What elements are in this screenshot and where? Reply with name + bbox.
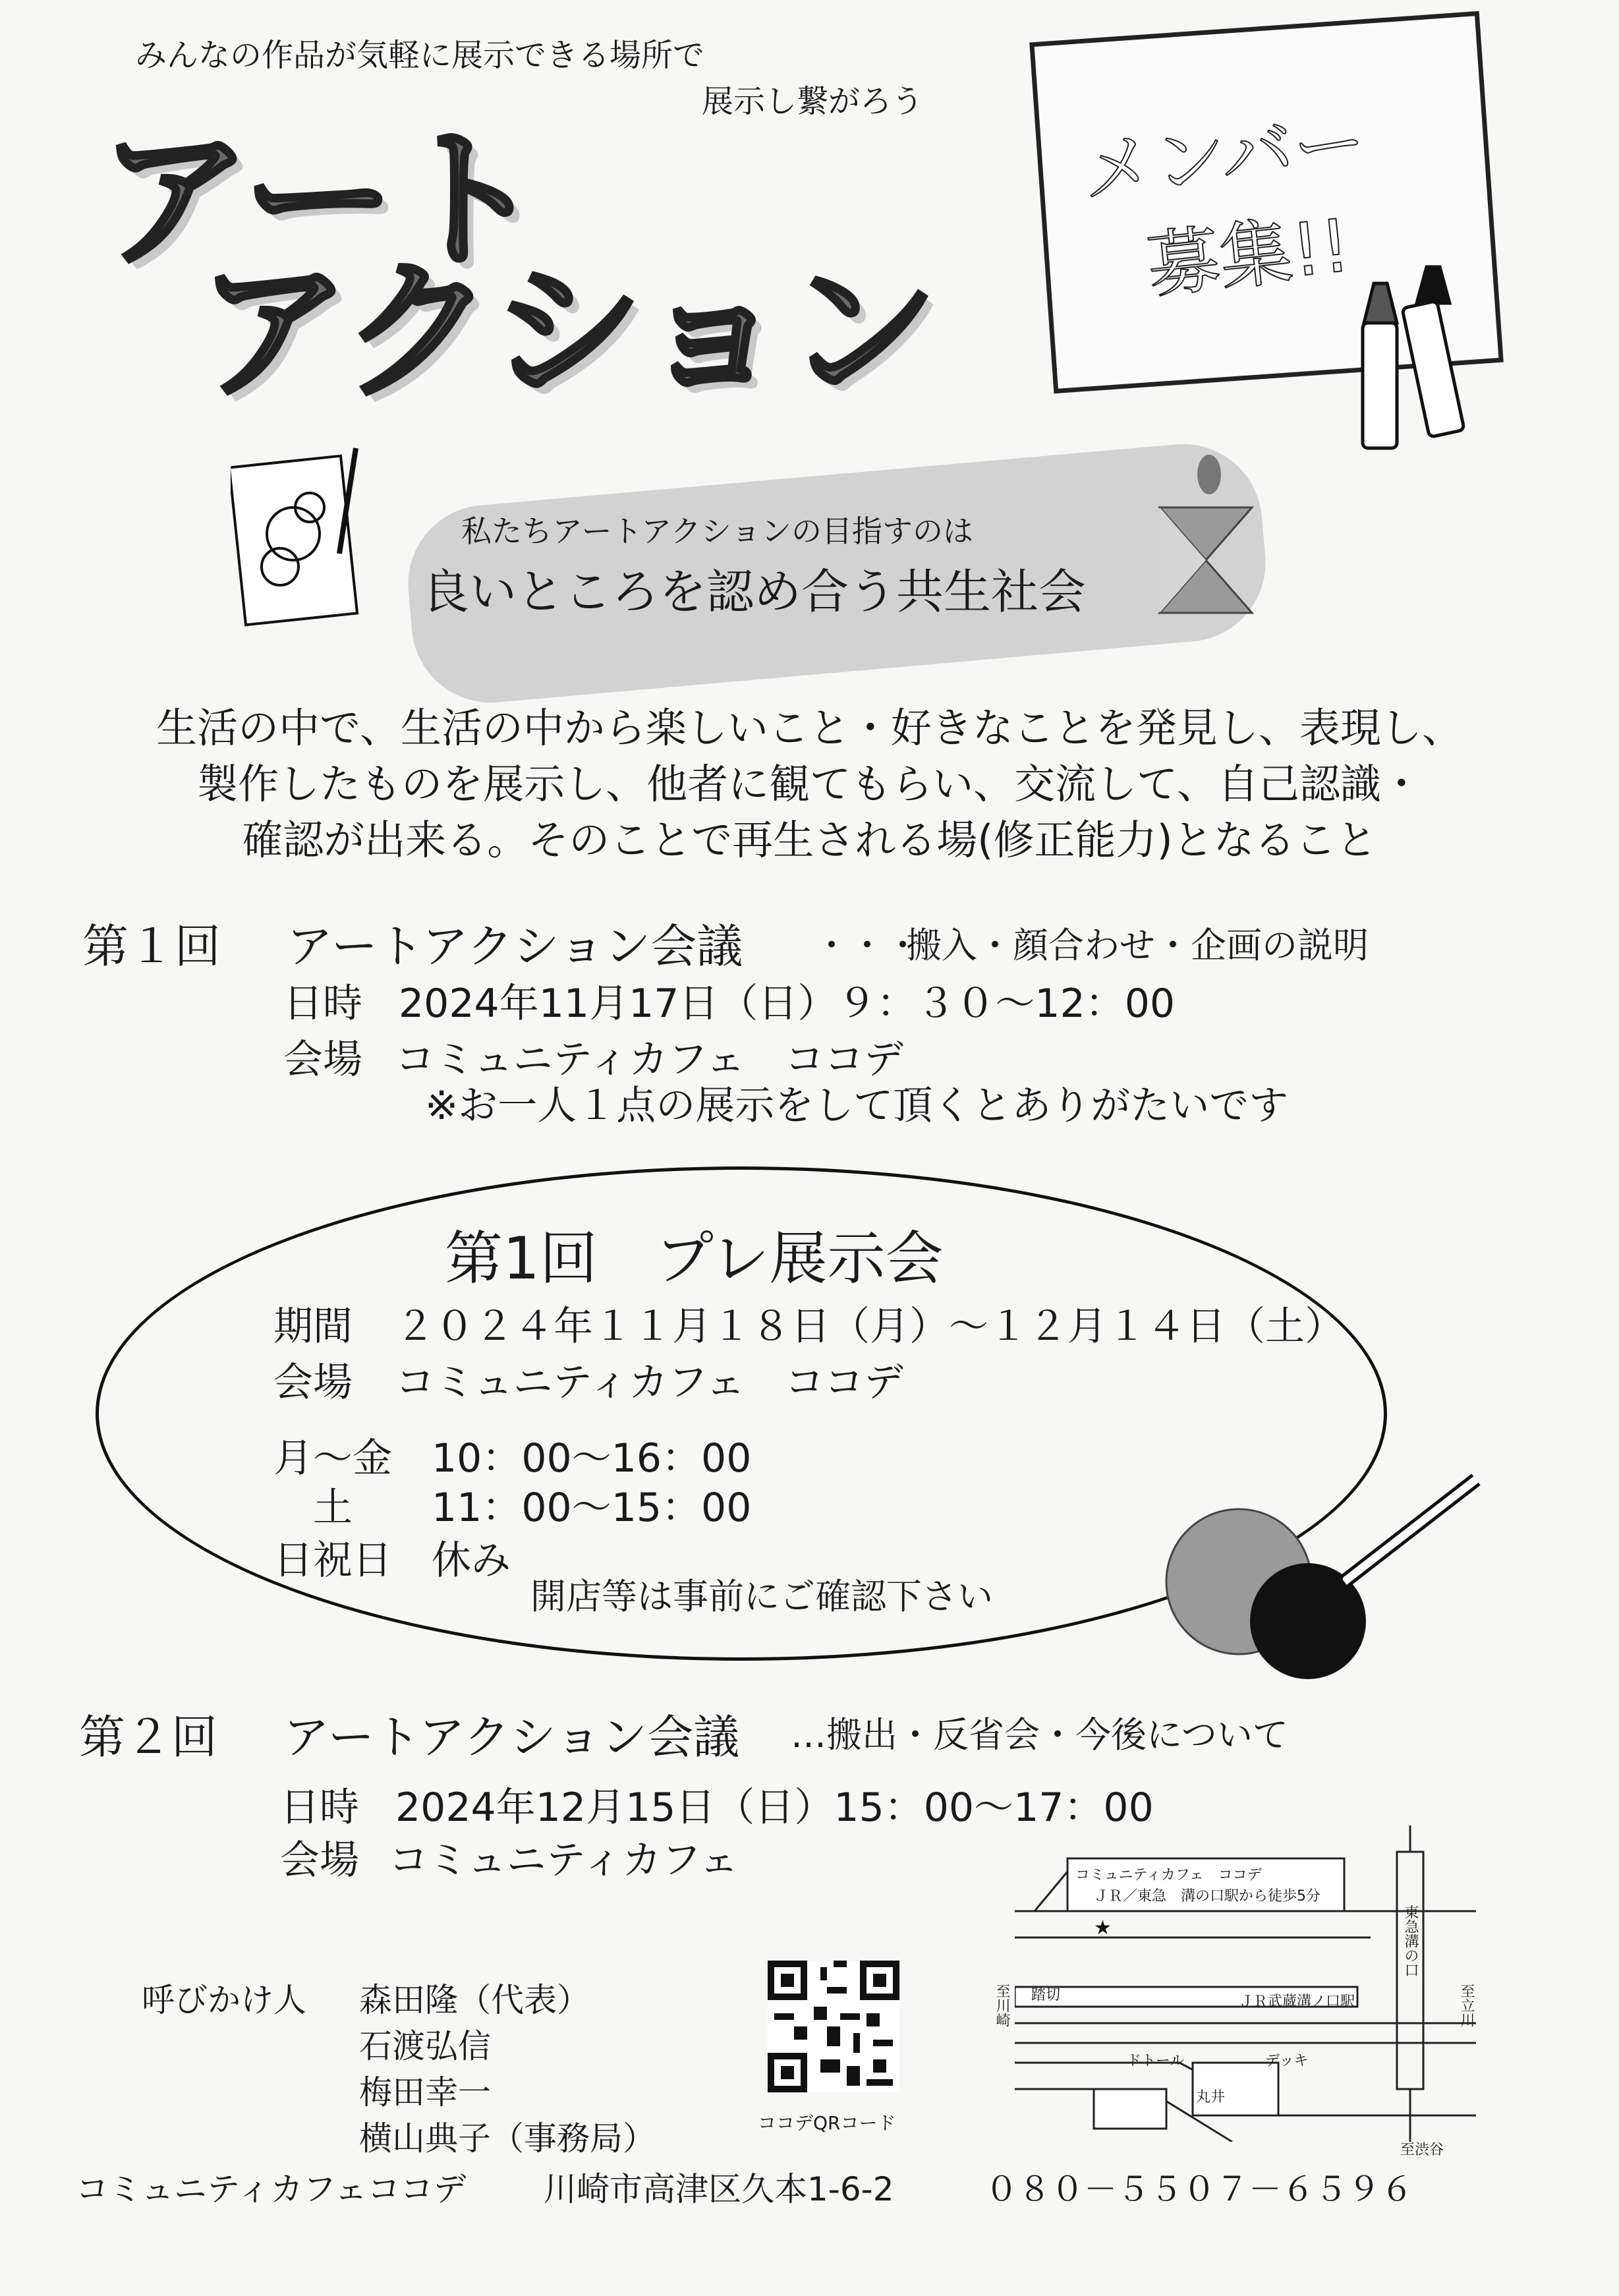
map-tokyu-station: 東急溝の口 — [1402, 1905, 1419, 1977]
description-line-2: 製作したものを展示し、他者に観てもらい、交流して、自己認識・ — [197, 760, 1422, 808]
hourglass-icon — [1147, 448, 1265, 633]
title-line-1: アート — [99, 113, 542, 289]
tagline-2: 展示し繋がろう — [702, 83, 924, 120]
exhibition-venue: コミュニティカフェ ココデ — [395, 1360, 903, 1406]
svg-text:★: ★ — [1094, 1916, 1112, 1939]
drawing-icon — [231, 435, 376, 633]
organizers-label: 呼びかけ人 — [142, 1981, 306, 2019]
weekday-hours: 10：00～16：00 — [432, 1435, 752, 1481]
holiday-closed: 休み — [432, 1537, 511, 1584]
holiday-label: 日祝日 — [273, 1537, 392, 1584]
meeting1-venue-label: 会場 — [283, 1037, 362, 1083]
exhibition-note: 開店等は事前にご確認下さい — [530, 1576, 993, 1617]
footer-address: 川崎市高津区久本1-6-2 — [544, 2170, 894, 2208]
exhibition-period: ２０２４年１１月１８日（月）～１２月１４日（土） — [395, 1304, 1344, 1350]
description-line-3: 確認が出来る。そのことで再生される場(修正能力)となること — [242, 816, 1377, 864]
organizer-2: 石渡弘信 — [359, 2027, 491, 2065]
map-deck: デッキ — [1265, 2053, 1309, 2069]
saturday-hours: 11：00～15：00 — [432, 1485, 752, 1531]
qr-caption: ココデQRコード — [758, 2112, 896, 2134]
description-line-1: 生活の中で、生活の中から楽しいこと・好きなことを発見し、表現し、 — [156, 704, 1463, 752]
exhibition-venue-label: 会場 — [273, 1360, 353, 1406]
map-to-kawasaki: 至川崎 — [994, 1984, 1010, 2027]
map-jr-station: ＪＲ武蔵溝ノ口駅 — [1239, 1994, 1355, 2010]
map-to-tachikawa: 至立川 — [1458, 1984, 1475, 2027]
qr-code-icon[interactable] — [768, 1961, 899, 2092]
map-marui: 丸井 — [1196, 2089, 1226, 2106]
tagline-1: みんなの作品が気軽に展示できる場所で — [135, 37, 705, 74]
map-crossing: 踏切 — [1031, 1987, 1061, 2003]
meeting2-number: 第２回 — [79, 1710, 217, 1764]
organizer-1: 森田隆（代表） — [359, 1981, 590, 2019]
organizer-4: 横山典子（事務局） — [359, 2119, 656, 2158]
meeting1-title: アートアクション会議 — [287, 919, 743, 973]
aim-intro: 私たちアートアクションの目指すのは — [461, 513, 973, 549]
title-line-2: アクション — [198, 244, 935, 420]
crayons-icon — [1338, 264, 1483, 461]
map-doutor: ドトール — [1127, 2053, 1185, 2069]
meeting1-agenda: 搬入・顔合わせ・企画の説明 — [906, 925, 1369, 966]
member-text: メンバー — [1077, 100, 1370, 214]
meeting1-date: 2024年11月17日（日）９：３０～12：00 — [399, 981, 1176, 1027]
exhibition-period-label: 期間 — [273, 1304, 353, 1350]
meeting1-date-label: 日時 — [283, 981, 362, 1027]
meeting2-date: 2024年12月15日（日）15：00～17：00 — [395, 1785, 1154, 1831]
meeting2-title: アートアクション会議 — [283, 1710, 740, 1764]
meeting2-venue: コミュニティカフェ — [389, 1837, 739, 1883]
meeting1-dots: ・・・ — [814, 925, 921, 966]
map-to-shibuya: 至渋谷 — [1400, 2142, 1444, 2158]
meeting2-date-label: 日時 — [280, 1785, 359, 1831]
saturday-label: 土 — [313, 1485, 353, 1531]
meeting2-venue-label: 会場 — [280, 1837, 359, 1883]
meeting1-venue: コミュニティカフェ ココデ — [395, 1037, 903, 1083]
footer-phone[interactable]: ０８０－５５０７－６５９６ — [985, 2170, 1413, 2208]
map-place: コミュニティカフェ ココデ — [1075, 1867, 1262, 1883]
weekday-label: 月～金 — [273, 1435, 392, 1481]
exhibition-title: 第1回 プレ展示会 — [445, 1224, 944, 1292]
aim-goal: 良いところを認め合う共生社会 — [422, 564, 1087, 619]
meeting1-note: ※お一人１点の展示をして頂くとありがたいです — [425, 1083, 1289, 1129]
footer-cafe: コミュニティカフェココデ — [76, 2170, 467, 2208]
organizer-3: 梅田幸一 — [359, 2073, 491, 2111]
recruit-text: 募集!! — [1143, 203, 1354, 308]
meeting1-number: 第１回 — [82, 919, 221, 973]
meeting2-agenda: …搬出・反省会・今後について — [791, 1714, 1288, 1756]
paint-palette-icon — [1147, 1470, 1489, 1687]
map-access: ＪＲ／東急 溝の口駅から徒歩5分 — [1094, 1888, 1321, 1905]
